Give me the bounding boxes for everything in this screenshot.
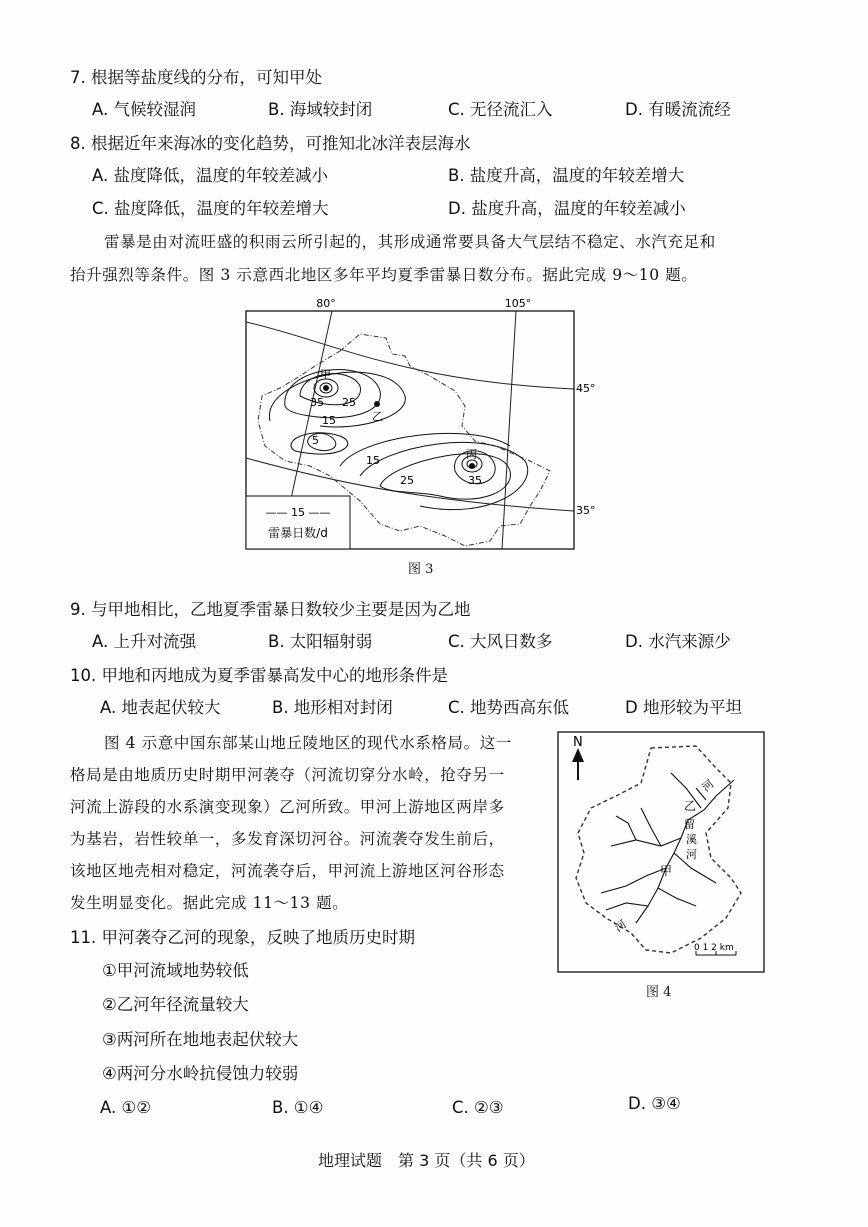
figure-4-caption: 图 4 <box>646 985 672 1000</box>
contour-label-5: 5 <box>312 434 319 447</box>
lon-80-label: 80° <box>316 297 336 310</box>
scale-label: 0 1 2 km <box>694 943 734 953</box>
q7-stem: 7. 根据等盐度线的分布，可知甲处 <box>70 68 322 87</box>
q9-option-a: A. 上升对流强 <box>92 632 196 651</box>
contour-label-15-east: 15 <box>366 454 380 467</box>
river-label-jia: 甲 <box>660 864 673 878</box>
q9-option-d: D. 水汽来源少 <box>625 632 731 651</box>
lat-45-label: 45° <box>576 382 596 395</box>
q11-item-2: ②乙河年径流量较大 <box>102 995 249 1014</box>
place-yi: 乙 <box>372 410 383 423</box>
intro-11-13-line1: 图 4 示意中国东部某山地丘陵地区的现代水系格局。这一 <box>104 734 512 752</box>
legend-line-sample: —— 15 —— <box>265 506 331 519</box>
q7-option-a: A. 气候较湿润 <box>92 100 196 119</box>
page-footer: 地理试题 第 3 页（共 6 页） <box>318 1151 535 1170</box>
q10-option-b: B. 地形相对封闭 <box>272 698 393 717</box>
lon-105-label: 105° <box>504 297 532 310</box>
q8-option-c: C. 盐度降低，温度的年较差增大 <box>92 199 329 218</box>
q11-item-3: ③两河所在地地表起伏较大 <box>102 1030 299 1049</box>
q8-option-d: D. 盐度升高，温度的年较差减小 <box>448 199 686 218</box>
place-bing-marker <box>469 463 475 469</box>
contour-label-25-west: 25 <box>342 396 356 409</box>
intro-11-13-line5: 该地区地壳相对稳定，河流袭夺后，甲河流上游地区河谷形态 <box>70 862 505 880</box>
river-label-yi: 乙 <box>684 799 697 813</box>
figure-3-caption: 图 3 <box>408 562 434 577</box>
q10-stem: 10. 甲地和丙地成为夏季雷暴高发中心的地形条件是 <box>70 666 448 685</box>
q7-option-c: C. 无径流汇入 <box>448 100 553 119</box>
place-jia: 甲 <box>320 368 331 381</box>
q10-option-c: C. 地势西高东低 <box>448 698 570 717</box>
intro-11-13-line2: 格局是由地质历史时期甲河袭夺（河流切穿分水岭，抢夺另一 <box>70 766 505 784</box>
q10-option-a: A. 地表起伏较大 <box>100 698 221 717</box>
intro-11-13-line6: 发生明显变化。据此完成 11～13 题。 <box>70 894 349 912</box>
q8-option-b: B. 盐度升高，温度的年较差增大 <box>448 166 685 185</box>
place-bing: 丙 <box>466 448 477 461</box>
intro-9-10-line2: 抬升强烈等条件。图 3 示意西北地区多年平均夏季雷暴日数分布。据此完成 9～10 题。 <box>70 266 698 284</box>
contour-label-35-east: 35 <box>468 474 482 487</box>
figure-4-river-capture-map <box>556 728 768 976</box>
river-label-xi: 溪 <box>686 833 697 846</box>
contour-label-25-east: 25 <box>400 474 414 487</box>
q11-item-1: ①甲河流域地势较低 <box>102 961 249 980</box>
legend-label: 雷暴日数/d <box>268 526 328 540</box>
q8-stem: 8. 根据近年来海冰的变化趋势，可推知北冰洋表层海水 <box>70 134 471 153</box>
legend-box <box>246 496 350 549</box>
place-jia-marker <box>323 385 329 391</box>
q9-option-b: B. 太阳辐射弱 <box>268 632 373 651</box>
q9-stem: 9. 与甲地相比，乙地夏季雷暴日数较少主要是因为乙地 <box>70 600 471 619</box>
intro-9-10-line1: 雷暴是由对流旺盛的积雨云所引起的，其形成通常要具备大气层结不稳定、水汽充足和 <box>104 233 716 251</box>
q11-option-b: B. ①④ <box>272 1098 324 1117</box>
river-label-he-mid: 河 <box>686 848 697 861</box>
river-label-he-north: 河 <box>699 777 717 795</box>
q10-option-d: D 地形较为平坦 <box>625 698 742 717</box>
q7-option-d: D. 有暖流流经 <box>625 100 731 119</box>
figure-3-thunderstorm-map <box>240 296 600 556</box>
place-yi-marker <box>374 401 380 407</box>
q11-option-d: D. ③④ <box>628 1094 681 1113</box>
north-label: N <box>573 735 583 750</box>
contour-label-35-west: 35 <box>310 396 324 409</box>
lat-35-label: 35° <box>576 504 596 517</box>
q7-option-b: B. 海域较封闭 <box>268 100 373 119</box>
q11-option-a: A. ①② <box>100 1098 152 1117</box>
contour-label-15-west: 15 <box>322 414 336 427</box>
q11-stem: 11. 甲河袭夺乙河的现象，反映了地质历史时期 <box>70 928 415 947</box>
q8-option-a: A. 盐度降低，温度的年较差减小 <box>92 166 328 185</box>
intro-11-13-line3: 河流上游段的水系演变现象）乙河所致。甲河上游地区两岸多 <box>70 798 505 816</box>
north-arrow-icon <box>572 748 584 780</box>
intro-11-13-line4: 为基岩，岩性较单一，多发育深切河谷。河流袭夺发生前后， <box>70 830 505 848</box>
q9-option-c: C. 大风日数多 <box>448 632 553 651</box>
q11-option-c: C. ②③ <box>452 1098 504 1117</box>
q11-item-4: ④两河分水岭抗侵蚀力较弱 <box>102 1064 299 1083</box>
river-label-he-south: 河 <box>612 917 629 935</box>
river-label-liu: 留 <box>684 818 695 831</box>
